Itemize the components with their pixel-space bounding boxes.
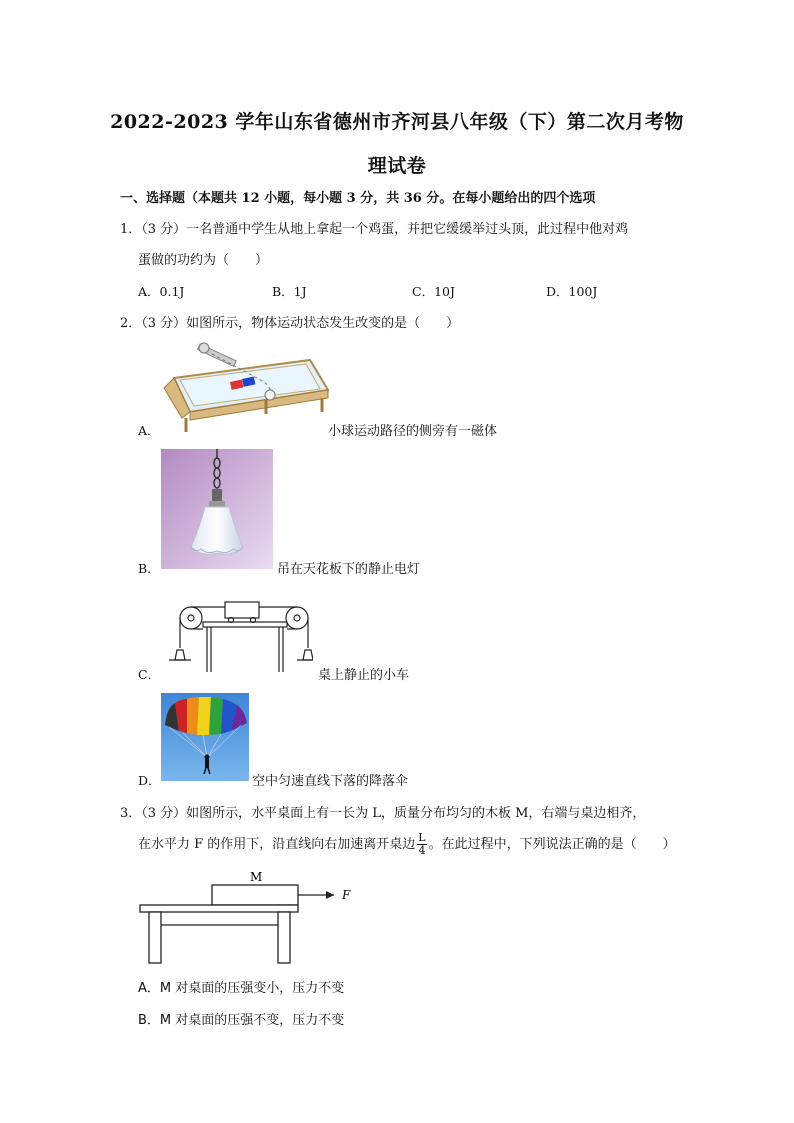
- q3-stem-line2-pre: 在水平力 F 的作用下，沿直线向右加速离开桌边: [138, 837, 416, 852]
- q1-stem-line1: 1．（3 分）一名普通中学生从地上拿起一个鸡蛋，并把它缓缓举过头顶，此过程中他对鸡: [120, 222, 629, 237]
- q2-option-c-letter: C．: [138, 667, 161, 682]
- q3-stem-line1: 3．（3 分）如图所示，水平桌面上有一长为 L，质量分布均匀的木板 M，右端与桌边相齐，: [120, 806, 646, 821]
- q3-option-a: A．M 对桌面的压强变小，压力不变: [138, 981, 345, 996]
- page-title-line2: 理试卷: [367, 155, 427, 177]
- q2-stem: 2．（3 分）如图所示，物体运动状态发生改变的是（ ）: [120, 316, 460, 331]
- q3-figure-label-f: F: [342, 888, 351, 902]
- q2-option-b-caption: 吊在天花板下的静止电灯: [277, 562, 421, 577]
- q3-fraction-numerator: L: [418, 831, 426, 844]
- q3-option-b: B．M 对桌面的压强不变，压力不变: [138, 1013, 345, 1028]
- q1-stem-line2: 蛋做的功约为（ ）: [138, 253, 269, 268]
- q3-stem-line2: [138, 830, 676, 860]
- q1-option-d: D．100J: [546, 284, 598, 299]
- page-title-line1: 2022-2023 学年山东省德州市齐河县八年级（下）第二次月考物: [110, 111, 684, 133]
- q1-option-c: C．10J: [412, 284, 455, 299]
- q3-figure-label-m: M: [250, 870, 263, 884]
- q2-figure-a-magnet-table: [160, 338, 332, 434]
- q1-option-a: A．0.1J: [138, 284, 185, 299]
- q2-option-d-caption: 空中匀速直线下落的降落伞: [252, 774, 409, 789]
- q2-figure-c-cart-pulleys: [163, 596, 313, 676]
- q3-fraction-denominator: 4: [418, 844, 426, 857]
- q2-option-a-caption: 小球运动路径的侧旁有一磁体: [328, 424, 498, 439]
- q2-option-b-letter: B．: [138, 561, 160, 576]
- q2-option-c-caption: 桌上静止的小车: [318, 668, 410, 683]
- q2-figure-b-hanging-lamp: [161, 449, 273, 569]
- q3-stem-line2-post: 。在此过程中，下列说法正确的是（ ）: [428, 837, 676, 852]
- q1-option-b: B．1J: [272, 284, 307, 299]
- section-heading: 一、选择题（本题共 12 小题，每小题 3 分，共 36 分。在每小题给出的四个选项: [120, 191, 596, 206]
- q2-figure-d-parachute: [161, 693, 249, 781]
- q3-fraction: [417, 832, 426, 857]
- q3-figure-board-table: [138, 868, 370, 966]
- q2-option-d-letter: D．: [138, 773, 161, 788]
- q2-option-a-letter: A．: [138, 423, 160, 438]
